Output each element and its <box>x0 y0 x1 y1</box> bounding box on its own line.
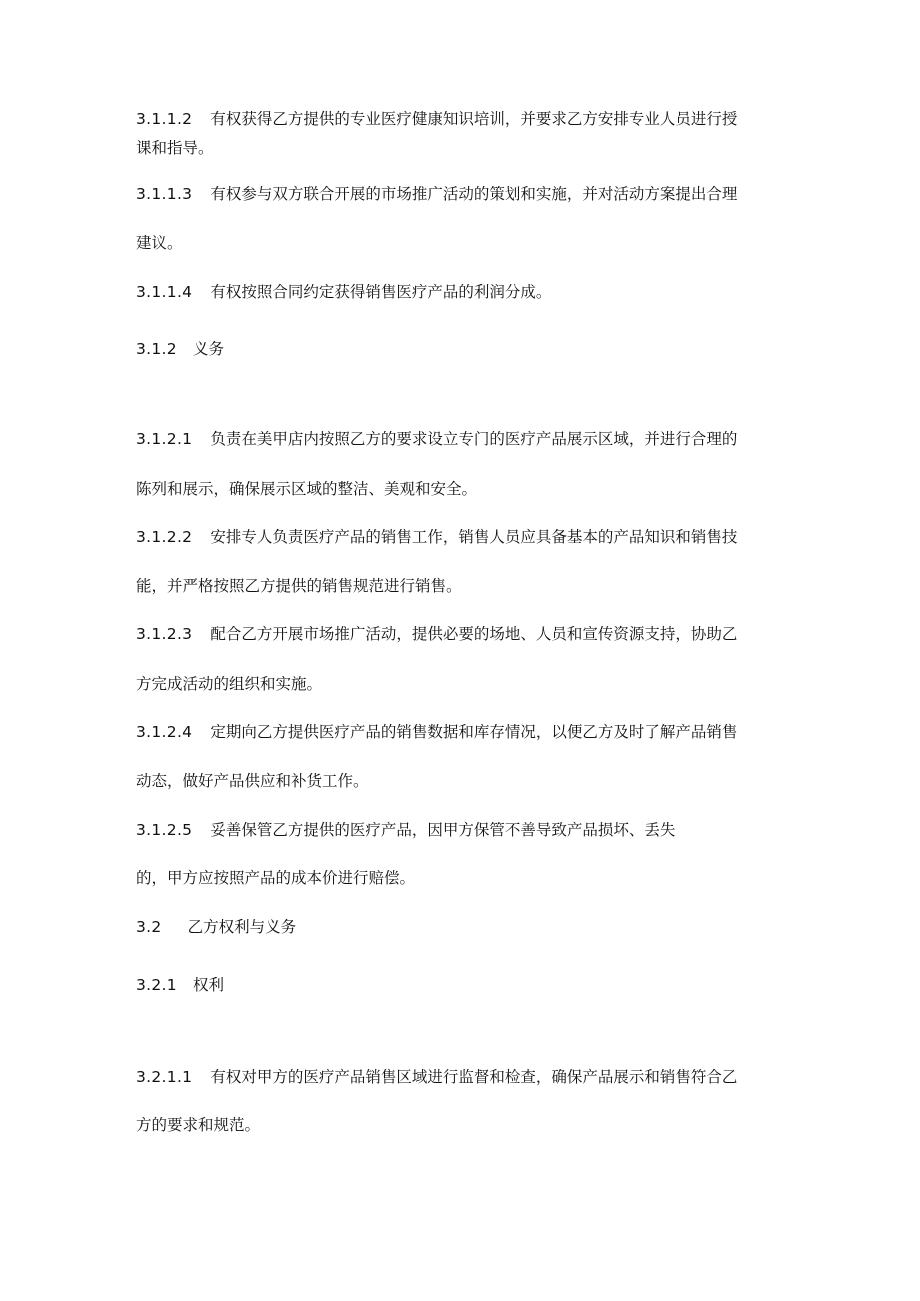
paragraph-3-1-2-5 <box>136 820 675 840</box>
clause-number: 3.1.2.3 <box>136 625 193 643</box>
section-heading-3-2 <box>136 917 296 937</box>
clause-text: 有权按照合同约定获得销售医疗产品的利润分成。 <box>210 283 552 301</box>
paragraph-3-1-2-3 <box>136 624 737 644</box>
paragraph-continuation <box>136 233 183 253</box>
clause-number: 3.1.2.4 <box>136 723 193 741</box>
clause-text: 配合乙方开展市场推广活动，提供必要的场地、人员和宣传资源支持，协助乙 <box>210 625 738 643</box>
clause-text: 建议。 <box>136 234 183 252</box>
clause-text: 动态，做好产品供应和补货工作。 <box>136 772 369 790</box>
clause-text: 方完成活动的组织和实施。 <box>136 675 323 693</box>
clause-text: 有权对甲方的医疗产品销售区域进行监督和检查，确保产品展示和销售符合乙 <box>210 1068 738 1086</box>
clause-number: 3.1.2.2 <box>136 528 193 546</box>
section-heading-3-2-1 <box>136 975 224 995</box>
paragraph-3-1-2-1 <box>136 429 737 449</box>
paragraph-3-1-1-4 <box>136 282 551 302</box>
clause-text: 定期向乙方提供医疗产品的销售数据和库存情况，以便乙方及时了解产品销售 <box>210 723 738 741</box>
clause-text: 有权参与双方联合开展的市场推广活动的策划和实施，并对活动方案提出合理 <box>210 185 738 203</box>
paragraph-continuation <box>136 138 214 158</box>
clause-text: 能，并严格按照乙方提供的销售规范进行销售。 <box>136 577 462 595</box>
paragraph-3-1-1-3 <box>136 184 737 204</box>
paragraph-continuation <box>136 868 415 888</box>
paragraph-continuation <box>136 674 322 694</box>
section-heading-3-1-2 <box>136 339 224 359</box>
paragraph-3-1-2-2 <box>136 527 737 547</box>
section-number: 3.1.2 <box>136 340 177 358</box>
clause-text: 的，甲方应按照产品的成本价进行赔偿。 <box>136 869 416 887</box>
paragraph-3-1-1-2 <box>136 109 737 129</box>
section-number: 3.2.1 <box>136 976 177 994</box>
paragraph-continuation <box>136 1115 260 1135</box>
section-number: 3.2 <box>136 918 162 936</box>
clause-number: 3.1.1.2 <box>136 110 193 128</box>
clause-number: 3.1.2.1 <box>136 430 193 448</box>
clause-text: 陈列和展示，确保展示区域的整洁、美观和安全。 <box>136 480 478 498</box>
section-title: 乙方权利与义务 <box>187 918 297 936</box>
section-title: 义务 <box>192 340 224 358</box>
paragraph-continuation <box>136 576 462 596</box>
paragraph-continuation <box>136 771 369 791</box>
clause-text: 安排专人负责医疗产品的销售工作，销售人员应具备基本的产品知识和销售技 <box>210 528 738 546</box>
clause-number: 3.1.1.4 <box>136 283 193 301</box>
clause-number: 3.1.2.5 <box>136 821 193 839</box>
clause-number: 3.1.1.3 <box>136 185 193 203</box>
section-title: 权利 <box>192 976 224 994</box>
paragraph-continuation <box>136 479 477 499</box>
clause-text: 方的要求和规范。 <box>136 1116 261 1134</box>
paragraph-3-1-2-4 <box>136 722 737 742</box>
clause-text: 课和指导。 <box>136 139 214 157</box>
clause-text: 有权获得乙方提供的专业医疗健康知识培训，并要求乙方安排专业人员进行授 <box>210 110 738 128</box>
clause-text: 负责在美甲店内按照乙方的要求设立专门的医疗产品展示区域，并进行合理的 <box>210 430 738 448</box>
clause-text: 妥善保管乙方提供的医疗产品，因甲方保管不善导致产品损坏、丢失 <box>210 821 676 839</box>
paragraph-3-2-1-1 <box>136 1067 737 1087</box>
clause-number: 3.2.1.1 <box>136 1068 193 1086</box>
